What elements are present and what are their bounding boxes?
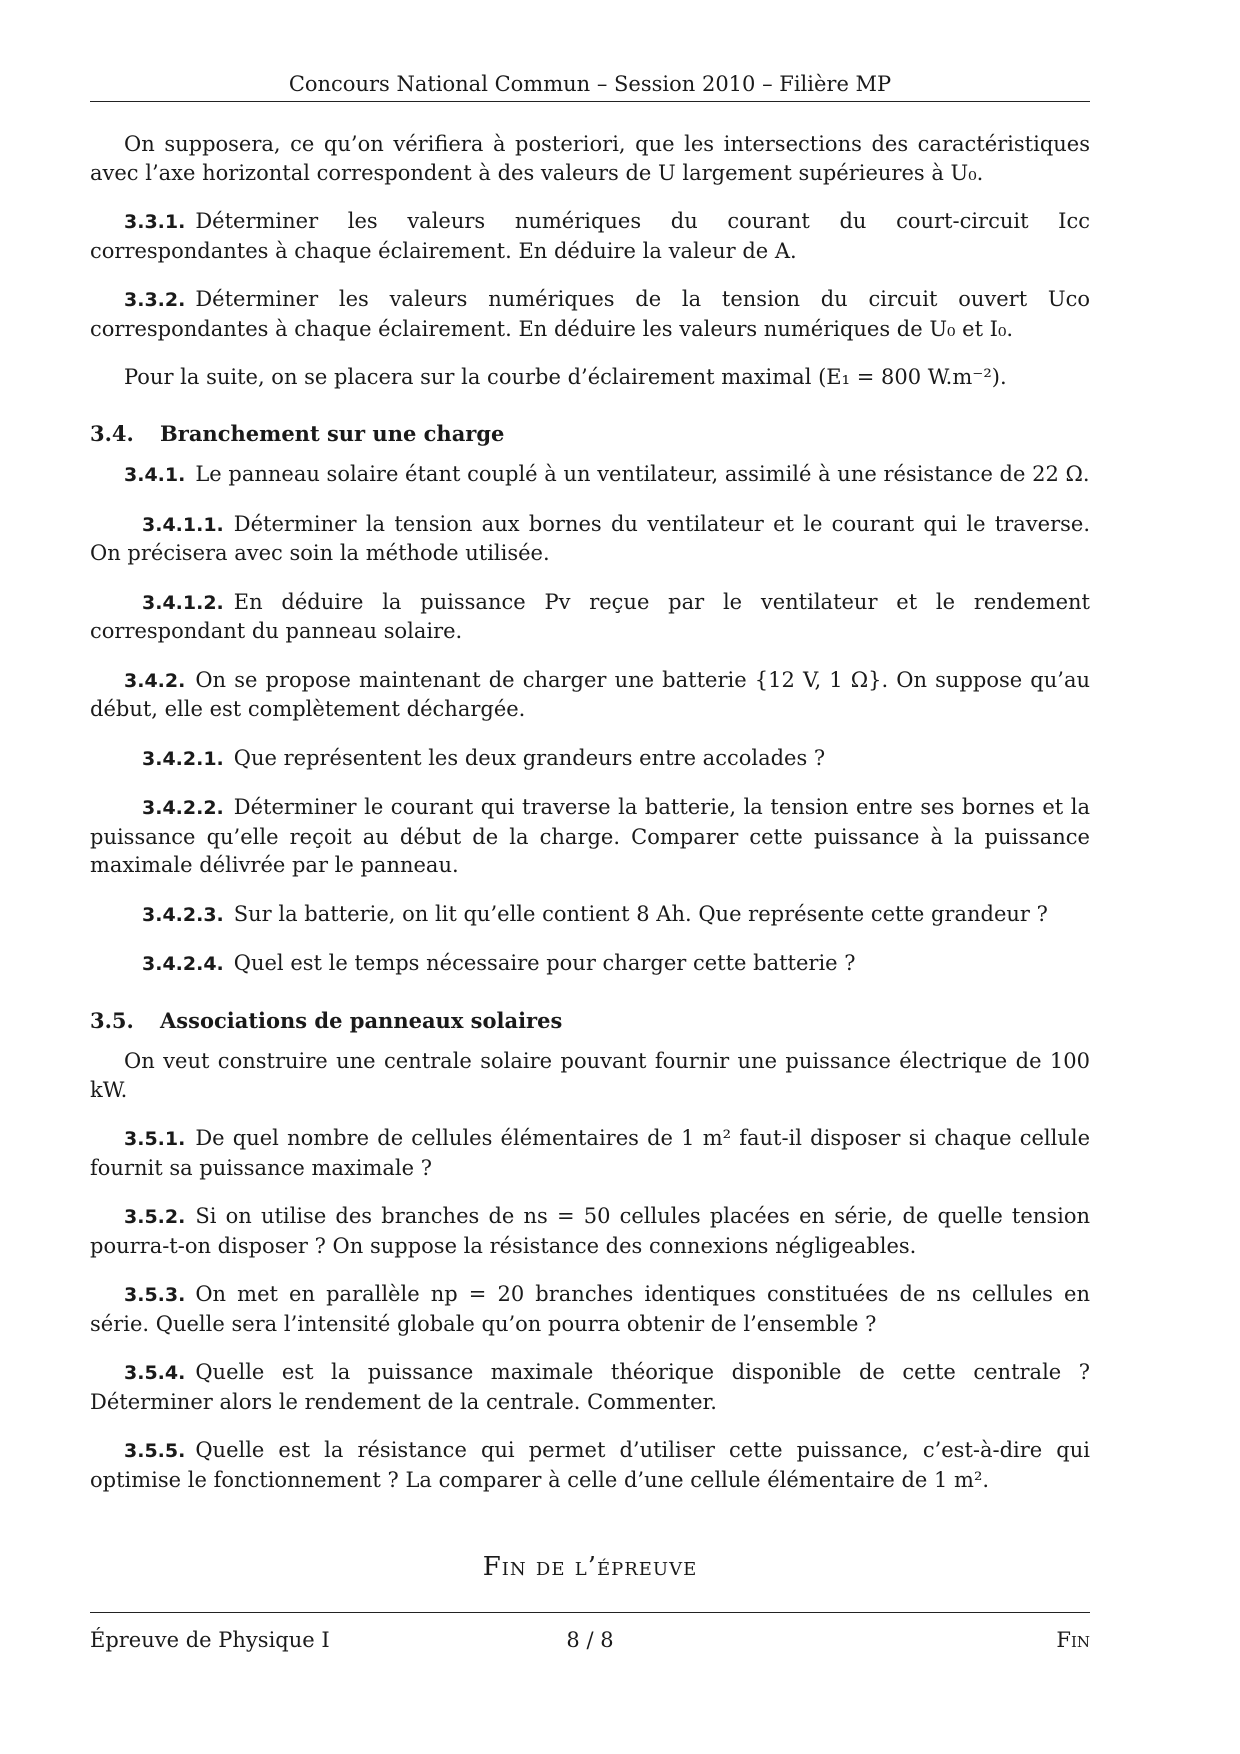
question-number: 3.3.2. — [124, 289, 186, 311]
question-text: Déterminer les valeurs numériques de la tension du circuit ouvert Uco correspondantes à chaque éclairement. En déduire les valeurs numériques de U₀ et I₀. — [90, 287, 1090, 341]
question-3-5-4 — [90, 1358, 1090, 1416]
question-number: 3.3.1. — [124, 211, 186, 233]
question-number: 3.5.3. — [124, 1284, 186, 1306]
end-of-exam-title: Fin de l’épreuve — [482, 1552, 698, 1582]
note-paragraph: Pour la suite, on se placera sur la courbe d’éclairement maximal (E₁ = 800 W.m⁻²). — [124, 365, 1007, 389]
question-3-4-2-2 — [90, 793, 1090, 880]
question-number: 3.5.4. — [124, 1362, 186, 1384]
footer-left: Épreuve de Physique I — [90, 1628, 330, 1652]
footer-right: Fin — [1056, 1628, 1090, 1652]
question-3-3-1 — [90, 207, 1090, 265]
question-number: 3.4.2. — [124, 669, 186, 692]
question-number: 3.5.1. — [124, 1128, 186, 1150]
question-number: 3.4.2.3. — [142, 903, 224, 926]
question-3-4-2-4 — [90, 949, 1090, 979]
question-text: On met en parallèle np = 20 branches identiques constituées de ns cellules en série. Quelle sera l’intensité globale qu’on pourra obtenir de l’ensemble ? — [90, 1282, 1090, 1336]
footer-rule — [90, 1612, 1090, 1613]
question-text: Quel est le temps nécessaire pour charger cette batterie ? — [233, 951, 856, 975]
footer-page-number: 8 / 8 — [566, 1628, 614, 1652]
question-3-4-2 — [90, 666, 1090, 724]
question-3-5-5 — [90, 1436, 1090, 1494]
question-text: De quel nombre de cellules élémentaires de 1 m² faut-il disposer si chaque cellule fournit sa puissance maximale ? — [90, 1126, 1090, 1180]
question-number: 3.5.2. — [124, 1206, 186, 1228]
question-3-4-1 — [90, 460, 1090, 490]
question-text: Le panneau solaire étant couplé à un ventilateur, assimilé à une résistance de 22 Ω. — [195, 462, 1090, 486]
question-3-3-2 — [90, 285, 1090, 343]
question-3-4-2-3 — [90, 900, 1090, 930]
section-heading-3-5 — [90, 1007, 1090, 1036]
question-text: En déduire la puissance Pv reçue par le ventilateur et le rendement correspondant du panneau solaire. — [90, 589, 1090, 643]
question-text: Quelle est la puissance maximale théorique disponible de cette centrale ? Déterminer alors le rendement de la centrale. Commenter. — [90, 1360, 1090, 1414]
header-rule — [90, 101, 1090, 102]
section-3-5-intro: On veut construire une centrale solaire pouvant fournir une puissance électrique de 100 kW. — [90, 1049, 1090, 1102]
question-number: 3.4.1.2. — [142, 591, 224, 614]
question-number: 3.4.1.1. — [142, 513, 224, 536]
question-text: Déterminer la tension aux bornes du ventilateur et le courant qui le traverse. On précisera avec soin la méthode utilisée. — [90, 511, 1090, 565]
question-3-4-2-1 — [90, 744, 1090, 774]
question-text: On se propose maintenant de charger une batterie {12 V, 1 Ω}. On suppose qu’au début, elle est complètement déchargée. — [90, 667, 1090, 721]
question-3-5-1 — [90, 1124, 1090, 1182]
section-number: 3.4. — [90, 420, 134, 446]
question-3-5-2 — [90, 1202, 1090, 1260]
question-text: Si on utilise des branches de ns = 50 cellules placées en série, de quelle tension pourra-t-on disposer ? On suppose la résistance des connexions négligeables. — [90, 1204, 1090, 1258]
question-3-4-1-1 — [90, 510, 1090, 568]
section-number: 3.5. — [90, 1007, 134, 1033]
question-number: 3.4.1. — [124, 464, 186, 486]
question-3-5-3 — [90, 1280, 1090, 1338]
question-text: Sur la batterie, on lit qu’elle contient 8 Ah. Que représente cette grandeur ? — [233, 901, 1048, 926]
section-heading-3-4 — [90, 420, 1090, 449]
question-text: Quelle est la résistance qui permet d’utiliser cette puissance, c’est-à-dire qui optimise le fonctionnement ? La comparer à celle d’une cellule élémentaire de 1 m². — [90, 1438, 1090, 1492]
page-header: Concours National Commun – Session 2010 – Filière MP — [288, 72, 892, 96]
question-number: 3.4.2.1. — [142, 747, 224, 770]
question-text: Déterminer le courant qui traverse la batterie, la tension entre ses bornes et la puissance qu’elle reçoit au début de la charge. Comparer cette puissance à la puissance maximale délivrée par le panneau. — [90, 795, 1090, 877]
section-title: Associations de panneaux solaires — [160, 1007, 563, 1033]
page-content — [90, 130, 1090, 1514]
section-title: Branchement sur une charge — [160, 420, 505, 446]
intro-paragraph: On supposera, ce qu’on vérifiera à posteriori, que les intersections des caractéristiques avec l’axe horizontal correspondent à des valeurs de U largement supérieures à U₀. — [90, 132, 1090, 185]
question-text: Que représentent les deux grandeurs entre accolades ? — [233, 745, 826, 770]
question-number: 3.4.2.4. — [142, 953, 224, 975]
question-3-4-1-2 — [90, 588, 1090, 646]
question-number: 3.4.2.2. — [142, 797, 224, 819]
question-text: Déterminer les valeurs numériques du courant du court-circuit Icc correspondantes à chaque éclairement. En déduire la valeur de A. — [90, 209, 1090, 263]
question-number: 3.5.5. — [124, 1440, 186, 1462]
